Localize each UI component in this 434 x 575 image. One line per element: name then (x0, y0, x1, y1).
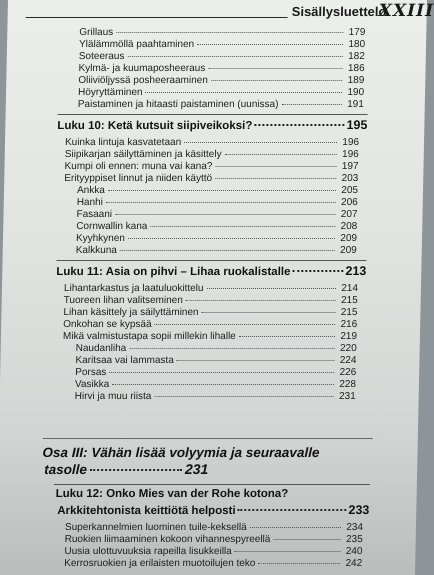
toc-entry-title: Oliiviöljyssä posheeraaminen (78, 75, 208, 86)
chapter-heading-line2 (57, 502, 369, 518)
toc-entry (78, 99, 364, 111)
toc-entry (63, 331, 357, 343)
toc-entry-page: 191 (347, 99, 364, 110)
toc-entry-title: Hanhi (76, 197, 104, 208)
chapter-page: 213 (345, 264, 367, 278)
chapter-title-cont: Arkkitehtonista keittiötä helposti (57, 505, 236, 517)
header-rule (26, 17, 288, 18)
toc-entry-page: 231 (338, 391, 356, 402)
toc-entry (63, 319, 357, 331)
toc-entry-title: Paistaminen ja hitaasti paistaminen (uunissa) (77, 99, 279, 110)
toc-entry-title: Ylälämmöllä paahtaminen (78, 39, 195, 50)
toc-entry (64, 161, 358, 173)
part-rule (43, 438, 373, 439)
toc-entry-page: 182 (348, 51, 365, 62)
toc-entry-title: Tuoreen lihan valitseminen (63, 295, 183, 306)
toc-subentry (75, 367, 356, 379)
toc-entry-title: Kerrosruokien ja erilaisten muotoilujen teko (64, 558, 256, 569)
toc-subentry (76, 233, 357, 245)
toc-entry-title: Ankka (76, 185, 105, 196)
toc-entry-page: 196 (341, 149, 359, 160)
toc-entry-title: Kyyhkynen (75, 233, 126, 244)
toc-entry-page: 219 (340, 331, 358, 342)
toc-entry-page: 197 (341, 161, 359, 172)
toc-entry-page: 224 (339, 355, 357, 366)
toc-entry-title: Kuinka lintuja kasvatetaan (64, 137, 182, 148)
toc-entry-title: Kylmä- ja kuumaposheeraus (78, 63, 206, 74)
toc-entry-page: 207 (340, 209, 358, 220)
toc-entry-page: 220 (339, 343, 357, 354)
toc-subentry (76, 245, 357, 257)
toc-entry (65, 137, 359, 149)
toc-entry-title: Kumpi oli ennen: muna vai kana? (64, 161, 213, 172)
toc-entry (64, 546, 362, 558)
toc-entry-title: Grillaus (79, 27, 114, 38)
part-heading-line2 (44, 461, 208, 478)
toc-entry-title: Kalkkuna (75, 245, 118, 256)
toc-subentry (76, 343, 357, 355)
toc-entry-page: 179 (348, 27, 366, 38)
toc-entry-page: 203 (341, 173, 359, 184)
toc-entry-title: Lihan käsittely ja säilyttäminen (63, 307, 199, 318)
part-title-cont: tasolle (44, 462, 88, 477)
toc-entry-page: 215 (340, 295, 358, 306)
toc-entry-page: 206 (340, 197, 358, 208)
toc-entry (78, 87, 364, 99)
toc-entry (79, 27, 365, 39)
chapter-page: 195 (346, 118, 368, 132)
toc-entry-title: Lihantarkastus ja laatuluokittelu (63, 283, 204, 294)
toc-subentry (75, 355, 356, 367)
part-page: 231 (184, 461, 209, 477)
toc-entry-title: Soteeraus (78, 51, 125, 62)
toc-entry (65, 149, 359, 161)
toc-entry-title: Siipikarjan säilyttäminen ja käsittely (64, 149, 222, 160)
header-title: Sisällysluettelo (291, 4, 387, 19)
toc-entry-title: Erityyppiset linnut ja niiden käyttö (64, 173, 213, 184)
toc-entry-page: 180 (348, 39, 366, 50)
toc-entry-page: 242 (345, 558, 363, 569)
toc-entry-page: 235 (345, 534, 363, 545)
toc-entry-title: Superkannelmien luominen tuile-keksellä (64, 522, 247, 533)
toc-entry-title: Cornwallin kana (76, 221, 148, 232)
toc-entry (78, 75, 364, 87)
toc-entry-page: 196 (342, 137, 360, 148)
chapter-heading-line1 (55, 486, 365, 502)
chapter-page: 233 (348, 503, 370, 517)
toc-subentry (75, 379, 356, 391)
header-page-number: XXIII (378, 1, 434, 21)
toc-entry-title: Onkohan se kypsää (63, 319, 152, 330)
toc-entry-title: Karitsaa vai lammasta (75, 355, 174, 366)
toc-subentry (76, 209, 357, 221)
toc-entry-page: 190 (347, 87, 365, 98)
toc-entry (65, 534, 363, 546)
toc-entry-page: 216 (340, 319, 358, 330)
chapter-title: Luku 10: Ketä kutsuit siipiveikoksi? (57, 120, 253, 132)
toc-entry-title: Hirvi ja muu riista (74, 391, 152, 402)
toc-entry-title: Naudanliha (75, 343, 127, 354)
toc-entry (64, 283, 358, 295)
toc-entry-page: 226 (339, 367, 357, 378)
chapter-heading (56, 263, 366, 279)
toc-entry-page: 234 (346, 522, 364, 533)
toc-entry-page: 240 (345, 546, 363, 557)
toc-entry-title: Fasaani (76, 209, 113, 220)
toc-entry-page: 214 (341, 283, 359, 294)
toc-entry-page: 189 (347, 75, 365, 86)
toc-subentry (75, 391, 356, 403)
toc-entry-title: Uusia ulottuvuuksia rapeilla lisukkeilla (64, 546, 232, 557)
toc-entry (63, 307, 357, 319)
toc-entry-page: 208 (340, 221, 358, 232)
chapter-rule (58, 114, 368, 115)
toc-entry-title: Höyryttäminen (77, 87, 143, 98)
toc-entry-page: 228 (339, 379, 357, 390)
toc-entry-page: 205 (341, 185, 359, 196)
chapter-title: Luku 11: Asia on pihvi – Lihaa ruokalistalle (56, 266, 291, 278)
toc-entry-title: Porsas (75, 367, 107, 378)
toc-entry-page: 209 (339, 245, 357, 256)
toc-entry (65, 522, 363, 534)
chapter-heading (57, 117, 367, 133)
toc-entry (78, 63, 364, 75)
chapter-rule (57, 260, 367, 261)
chapter-rule (54, 484, 370, 485)
toc-entry (64, 173, 358, 185)
toc-entry (79, 51, 365, 63)
toc-subentry (77, 185, 358, 197)
toc-entry-page: 209 (340, 233, 358, 244)
toc-entry (79, 39, 365, 51)
toc-entry-title: Ruokien liimaaminen kokoon vihannespyreellä (64, 534, 271, 545)
toc-entry-page: 186 (347, 63, 365, 74)
toc-entry (64, 295, 358, 307)
chapter-title: Luku 12: Onko Mies van der Rohe kotona? (55, 488, 289, 500)
toc-entry-title: Vasikka (74, 379, 110, 390)
toc-entry-title: Mikä valmistustapa sopii millekin lihalle (62, 331, 236, 342)
part-heading-line1: Osa III: Vähän lisää volyymia ja seuraavalle (42, 445, 320, 460)
toc-subentry (76, 221, 357, 233)
toc-entry-page: 215 (340, 307, 358, 318)
running-header (7, 0, 434, 28)
toc-subentry (77, 197, 358, 209)
toc-entry (64, 558, 362, 570)
